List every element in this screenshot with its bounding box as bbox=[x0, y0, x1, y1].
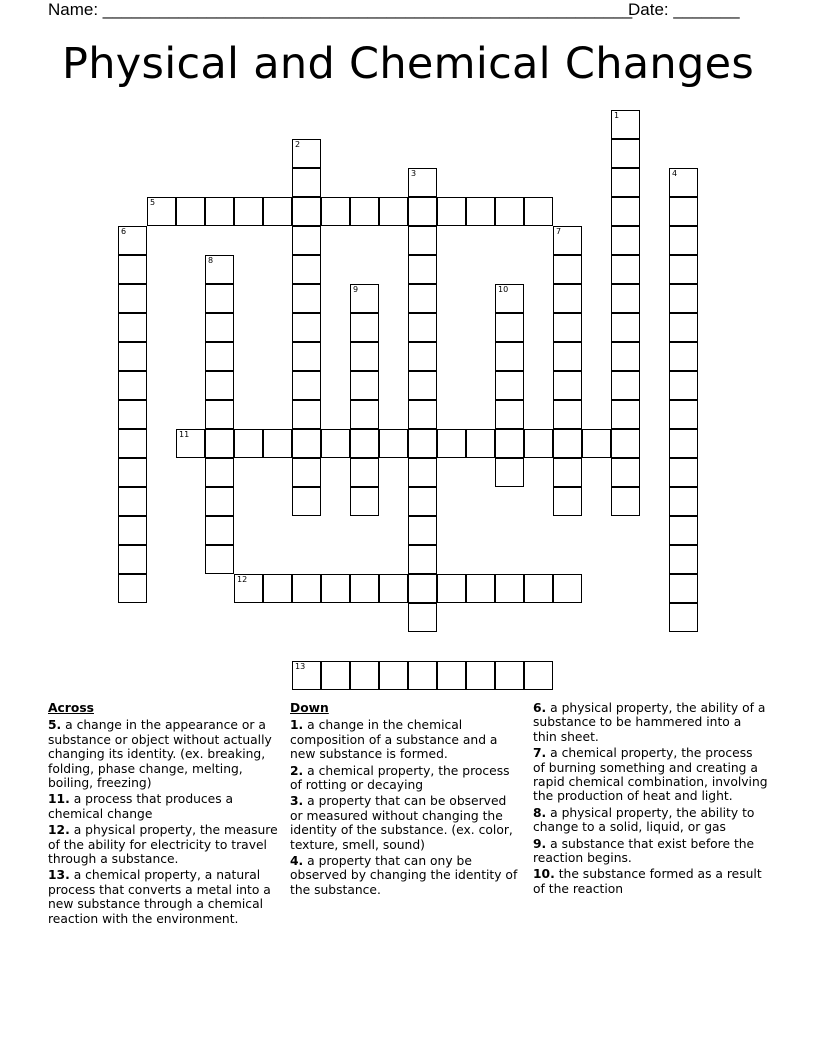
crossword-cell[interactable] bbox=[669, 255, 698, 284]
clue-number: 9 bbox=[353, 285, 359, 294]
crossword-cell[interactable] bbox=[118, 545, 147, 574]
crossword-cell[interactable] bbox=[553, 400, 582, 429]
crossword-cell[interactable] bbox=[611, 458, 640, 487]
crossword-cell[interactable] bbox=[408, 371, 437, 400]
clue-number: 13 bbox=[295, 662, 306, 671]
crossword-cell[interactable] bbox=[669, 342, 698, 371]
crossword-cell[interactable] bbox=[118, 400, 147, 429]
crossword-cell[interactable] bbox=[437, 429, 466, 458]
crossword-cell[interactable] bbox=[408, 487, 437, 516]
crossword-cell[interactable] bbox=[553, 458, 582, 487]
crossword-cell[interactable] bbox=[292, 197, 321, 226]
crossword-cell[interactable] bbox=[321, 661, 350, 690]
crossword-cell[interactable] bbox=[379, 197, 408, 226]
crossword-cell[interactable] bbox=[350, 574, 379, 603]
clue-number: 3 bbox=[411, 169, 417, 178]
crossword-cell[interactable] bbox=[466, 574, 495, 603]
crossword-cell[interactable] bbox=[408, 400, 437, 429]
crossword-cell[interactable] bbox=[292, 487, 321, 516]
crossword-cell[interactable] bbox=[466, 197, 495, 226]
crossword-cell[interactable] bbox=[669, 487, 698, 516]
crossword-cell[interactable] bbox=[205, 313, 234, 342]
crossword-cell[interactable] bbox=[292, 429, 321, 458]
crossword-cell[interactable] bbox=[495, 342, 524, 371]
crossword-cell[interactable] bbox=[408, 168, 437, 197]
crossword-cell[interactable] bbox=[408, 313, 437, 342]
across-heading: Across bbox=[48, 701, 94, 715]
crossword-cell[interactable] bbox=[408, 545, 437, 574]
clue-across-12: 12. a physical property, the measure of the ability for electricity to travel through a substance. bbox=[48, 823, 278, 867]
crossword-cell[interactable] bbox=[205, 400, 234, 429]
clue-across-11: 11. a process that produces a chemical change bbox=[48, 792, 234, 821]
crossword-cell[interactable] bbox=[234, 574, 263, 603]
crossword-cell[interactable] bbox=[408, 516, 437, 545]
crossword-cell[interactable] bbox=[495, 429, 524, 458]
crossword-cell[interactable] bbox=[495, 574, 524, 603]
crossword-cell[interactable] bbox=[553, 342, 582, 371]
crossword-cell[interactable] bbox=[292, 284, 321, 313]
date-field-label: Date: _______ bbox=[628, 0, 740, 19]
crossword-cell[interactable] bbox=[582, 429, 611, 458]
crossword-cell[interactable] bbox=[495, 197, 524, 226]
crossword-cell[interactable] bbox=[669, 458, 698, 487]
crossword-cell[interactable] bbox=[437, 661, 466, 690]
crossword-cell[interactable] bbox=[553, 429, 582, 458]
clue-down-9: 9. a substance that exist before the reaction begins. bbox=[533, 836, 755, 866]
crossword-cell[interactable] bbox=[669, 429, 698, 458]
crossword-cell[interactable] bbox=[350, 661, 379, 690]
crossword-cell[interactable] bbox=[118, 226, 147, 255]
crossword-cell[interactable] bbox=[350, 284, 379, 313]
clue-number: 8 bbox=[208, 256, 214, 265]
crossword-cell[interactable] bbox=[263, 429, 292, 458]
clue-down-8: 8. a physical property, the ability to change to a solid, liquid, or gas bbox=[533, 805, 755, 835]
crossword-cell[interactable] bbox=[118, 516, 147, 545]
crossword-cell[interactable] bbox=[495, 313, 524, 342]
crossword-cell[interactable] bbox=[350, 458, 379, 487]
crossword-cell[interactable] bbox=[118, 342, 147, 371]
clue-number: 1 bbox=[614, 111, 620, 120]
across-clues bbox=[48, 701, 280, 928]
crossword-cell[interactable] bbox=[611, 197, 640, 226]
crossword-cell[interactable] bbox=[205, 284, 234, 313]
crossword-cell[interactable] bbox=[379, 661, 408, 690]
crossword-cell[interactable] bbox=[205, 255, 234, 284]
crossword-cell[interactable] bbox=[292, 168, 321, 197]
crossword-cell[interactable] bbox=[553, 255, 582, 284]
down-heading: Down bbox=[290, 701, 329, 715]
crossword-cell[interactable] bbox=[669, 313, 698, 342]
clue-down-7: 7. a chemical property, the process of burning something and creating a rapid chemical combination, involving the production of heat and light. bbox=[533, 746, 768, 804]
crossword-cell[interactable] bbox=[379, 429, 408, 458]
crossword-cell[interactable] bbox=[553, 226, 582, 255]
clue-down-4: 4. a property that can ony be observed by changing the identity of the substance. bbox=[290, 854, 518, 897]
clue-number: 6 bbox=[121, 227, 127, 236]
crossword-cell[interactable] bbox=[437, 197, 466, 226]
crossword-cell[interactable] bbox=[611, 400, 640, 429]
crossword-cell[interactable] bbox=[292, 342, 321, 371]
crossword-cell[interactable] bbox=[118, 458, 147, 487]
crossword-cell[interactable] bbox=[205, 545, 234, 574]
crossword-cell[interactable] bbox=[408, 574, 437, 603]
crossword-cell[interactable] bbox=[466, 661, 495, 690]
clue-down-1: 1. a change in the chemical composition of a substance and a new substance is formed. bbox=[290, 718, 498, 762]
crossword-cell[interactable] bbox=[408, 284, 437, 313]
crossword-cell[interactable] bbox=[205, 516, 234, 545]
crossword-cell[interactable] bbox=[524, 661, 553, 690]
crossword-cell[interactable] bbox=[611, 168, 640, 197]
crossword-cell[interactable] bbox=[524, 574, 553, 603]
clue-down-2: 2. a chemical property, the process of rotting or decaying bbox=[290, 763, 510, 793]
crossword-cell[interactable] bbox=[611, 284, 640, 313]
crossword-cell[interactable] bbox=[669, 603, 698, 632]
crossword-cell[interactable] bbox=[553, 487, 582, 516]
crossword-cell[interactable] bbox=[118, 313, 147, 342]
page-title: Physical and Chemical Changes bbox=[61, 39, 755, 89]
crossword-cell[interactable] bbox=[669, 371, 698, 400]
crossword-cell[interactable] bbox=[350, 429, 379, 458]
crossword-cell[interactable] bbox=[292, 139, 321, 168]
crossword-cell[interactable] bbox=[321, 429, 350, 458]
clue-number: 5 bbox=[150, 198, 156, 207]
crossword-cell[interactable] bbox=[495, 400, 524, 429]
crossword-cell[interactable] bbox=[234, 429, 263, 458]
crossword-cell[interactable] bbox=[611, 226, 640, 255]
crossword-cell[interactable] bbox=[669, 545, 698, 574]
crossword-cell[interactable] bbox=[669, 516, 698, 545]
crossword-cell[interactable] bbox=[176, 429, 205, 458]
crossword-cell[interactable] bbox=[669, 400, 698, 429]
clue-number: 10 bbox=[498, 285, 509, 294]
crossword-cell[interactable] bbox=[263, 574, 292, 603]
crossword-cell[interactable] bbox=[350, 371, 379, 400]
clue-number: 11 bbox=[179, 430, 190, 439]
crossword-cell[interactable] bbox=[292, 255, 321, 284]
clue-across-13: 13. a chemical property, a natural process that converts a metal into a new substance through a chemical reaction with the environment. bbox=[48, 868, 271, 926]
crossword-cell[interactable] bbox=[118, 371, 147, 400]
crossword-cell[interactable] bbox=[205, 197, 234, 226]
crossword-cell[interactable] bbox=[292, 400, 321, 429]
crossword-cell[interactable] bbox=[466, 429, 495, 458]
crossword-cell[interactable] bbox=[611, 255, 640, 284]
crossword-cell[interactable] bbox=[524, 429, 553, 458]
crossword-cell[interactable] bbox=[553, 371, 582, 400]
crossword-cell[interactable] bbox=[379, 574, 408, 603]
crossword-cell[interactable] bbox=[553, 284, 582, 313]
crossword-cell[interactable] bbox=[611, 139, 640, 168]
crossword-cell[interactable] bbox=[669, 284, 698, 313]
crossword-cell[interactable] bbox=[408, 342, 437, 371]
crossword-cell[interactable] bbox=[350, 487, 379, 516]
crossword-cell[interactable] bbox=[495, 661, 524, 690]
clue-number: 12 bbox=[237, 575, 248, 584]
crossword-cell[interactable] bbox=[408, 226, 437, 255]
crossword-cell[interactable] bbox=[118, 429, 147, 458]
crossword-cell[interactable] bbox=[524, 197, 553, 226]
crossword-cell[interactable] bbox=[495, 458, 524, 487]
crossword-cell[interactable] bbox=[611, 110, 640, 139]
crossword-cell[interactable] bbox=[205, 487, 234, 516]
clue-number: 4 bbox=[672, 169, 678, 178]
crossword-cell[interactable] bbox=[553, 574, 582, 603]
crossword-cell[interactable] bbox=[292, 458, 321, 487]
crossword-cell[interactable] bbox=[350, 197, 379, 226]
crossword-cell[interactable] bbox=[292, 574, 321, 603]
crossword-cell[interactable] bbox=[611, 313, 640, 342]
crossword-cell[interactable] bbox=[553, 313, 582, 342]
crossword-cell[interactable] bbox=[350, 400, 379, 429]
clue-down-10: 10. the substance formed as a result of the reaction bbox=[533, 867, 762, 896]
crossword-cell[interactable] bbox=[205, 429, 234, 458]
crossword-cell[interactable] bbox=[350, 342, 379, 371]
down-clues-continued bbox=[533, 701, 768, 898]
crossword-cell[interactable] bbox=[437, 574, 466, 603]
crossword-cell[interactable] bbox=[408, 255, 437, 284]
clue-across-5: 5. a change in the appearance or a substance or object without actually changing its identity. (ex. breaking, folding, phase change, melting, boiling, freezing) bbox=[48, 718, 272, 791]
crossword-cell[interactable] bbox=[669, 226, 698, 255]
crossword-cell[interactable] bbox=[118, 574, 147, 603]
crossword-cell[interactable] bbox=[205, 342, 234, 371]
crossword-cell[interactable] bbox=[495, 284, 524, 313]
clue-number: 2 bbox=[295, 140, 301, 149]
clue-down-6: 6. a physical property, the ability of a substance to be hammered into a thin sheet. bbox=[533, 701, 766, 744]
crossword-cell[interactable] bbox=[205, 458, 234, 487]
crossword-cell[interactable] bbox=[408, 197, 437, 226]
crossword-cell[interactable] bbox=[408, 603, 437, 632]
crossword-cell[interactable] bbox=[495, 371, 524, 400]
crossword-cell[interactable] bbox=[669, 197, 698, 226]
crossword-cell[interactable] bbox=[408, 458, 437, 487]
crossword-cell[interactable] bbox=[292, 313, 321, 342]
crossword-cell[interactable] bbox=[321, 574, 350, 603]
crossword-cell[interactable] bbox=[263, 197, 292, 226]
crossword-cell[interactable] bbox=[205, 371, 234, 400]
crossword-cell[interactable] bbox=[292, 661, 321, 690]
crossword-cell[interactable] bbox=[611, 429, 640, 458]
crossword-cell[interactable] bbox=[611, 371, 640, 400]
crossword-cell[interactable] bbox=[611, 487, 640, 516]
crossword-cell[interactable] bbox=[350, 313, 379, 342]
crossword-cell[interactable] bbox=[292, 226, 321, 255]
crossword-cell[interactable] bbox=[118, 255, 147, 284]
clue-down-3: 3. a property that can be observed or measured without changing the identity of the substance. (ex. color, texture, smell, sound) bbox=[290, 794, 513, 852]
crossword-cell[interactable] bbox=[321, 197, 350, 226]
crossword-cell[interactable] bbox=[147, 197, 176, 226]
crossword-cell[interactable] bbox=[292, 371, 321, 400]
crossword-cell[interactable] bbox=[408, 661, 437, 690]
crossword-cell[interactable] bbox=[118, 284, 147, 313]
crossword-cell[interactable] bbox=[234, 197, 263, 226]
crossword-cell[interactable] bbox=[176, 197, 205, 226]
crossword-cell[interactable] bbox=[669, 168, 698, 197]
crossword-cell[interactable] bbox=[669, 574, 698, 603]
down-clues bbox=[290, 701, 522, 899]
crossword-cell[interactable] bbox=[408, 429, 437, 458]
crossword-cell[interactable] bbox=[118, 487, 147, 516]
clue-number: 7 bbox=[556, 227, 562, 236]
name-field-label: Name: ________________________________________________________ bbox=[48, 0, 633, 19]
crossword-cell[interactable] bbox=[611, 342, 640, 371]
